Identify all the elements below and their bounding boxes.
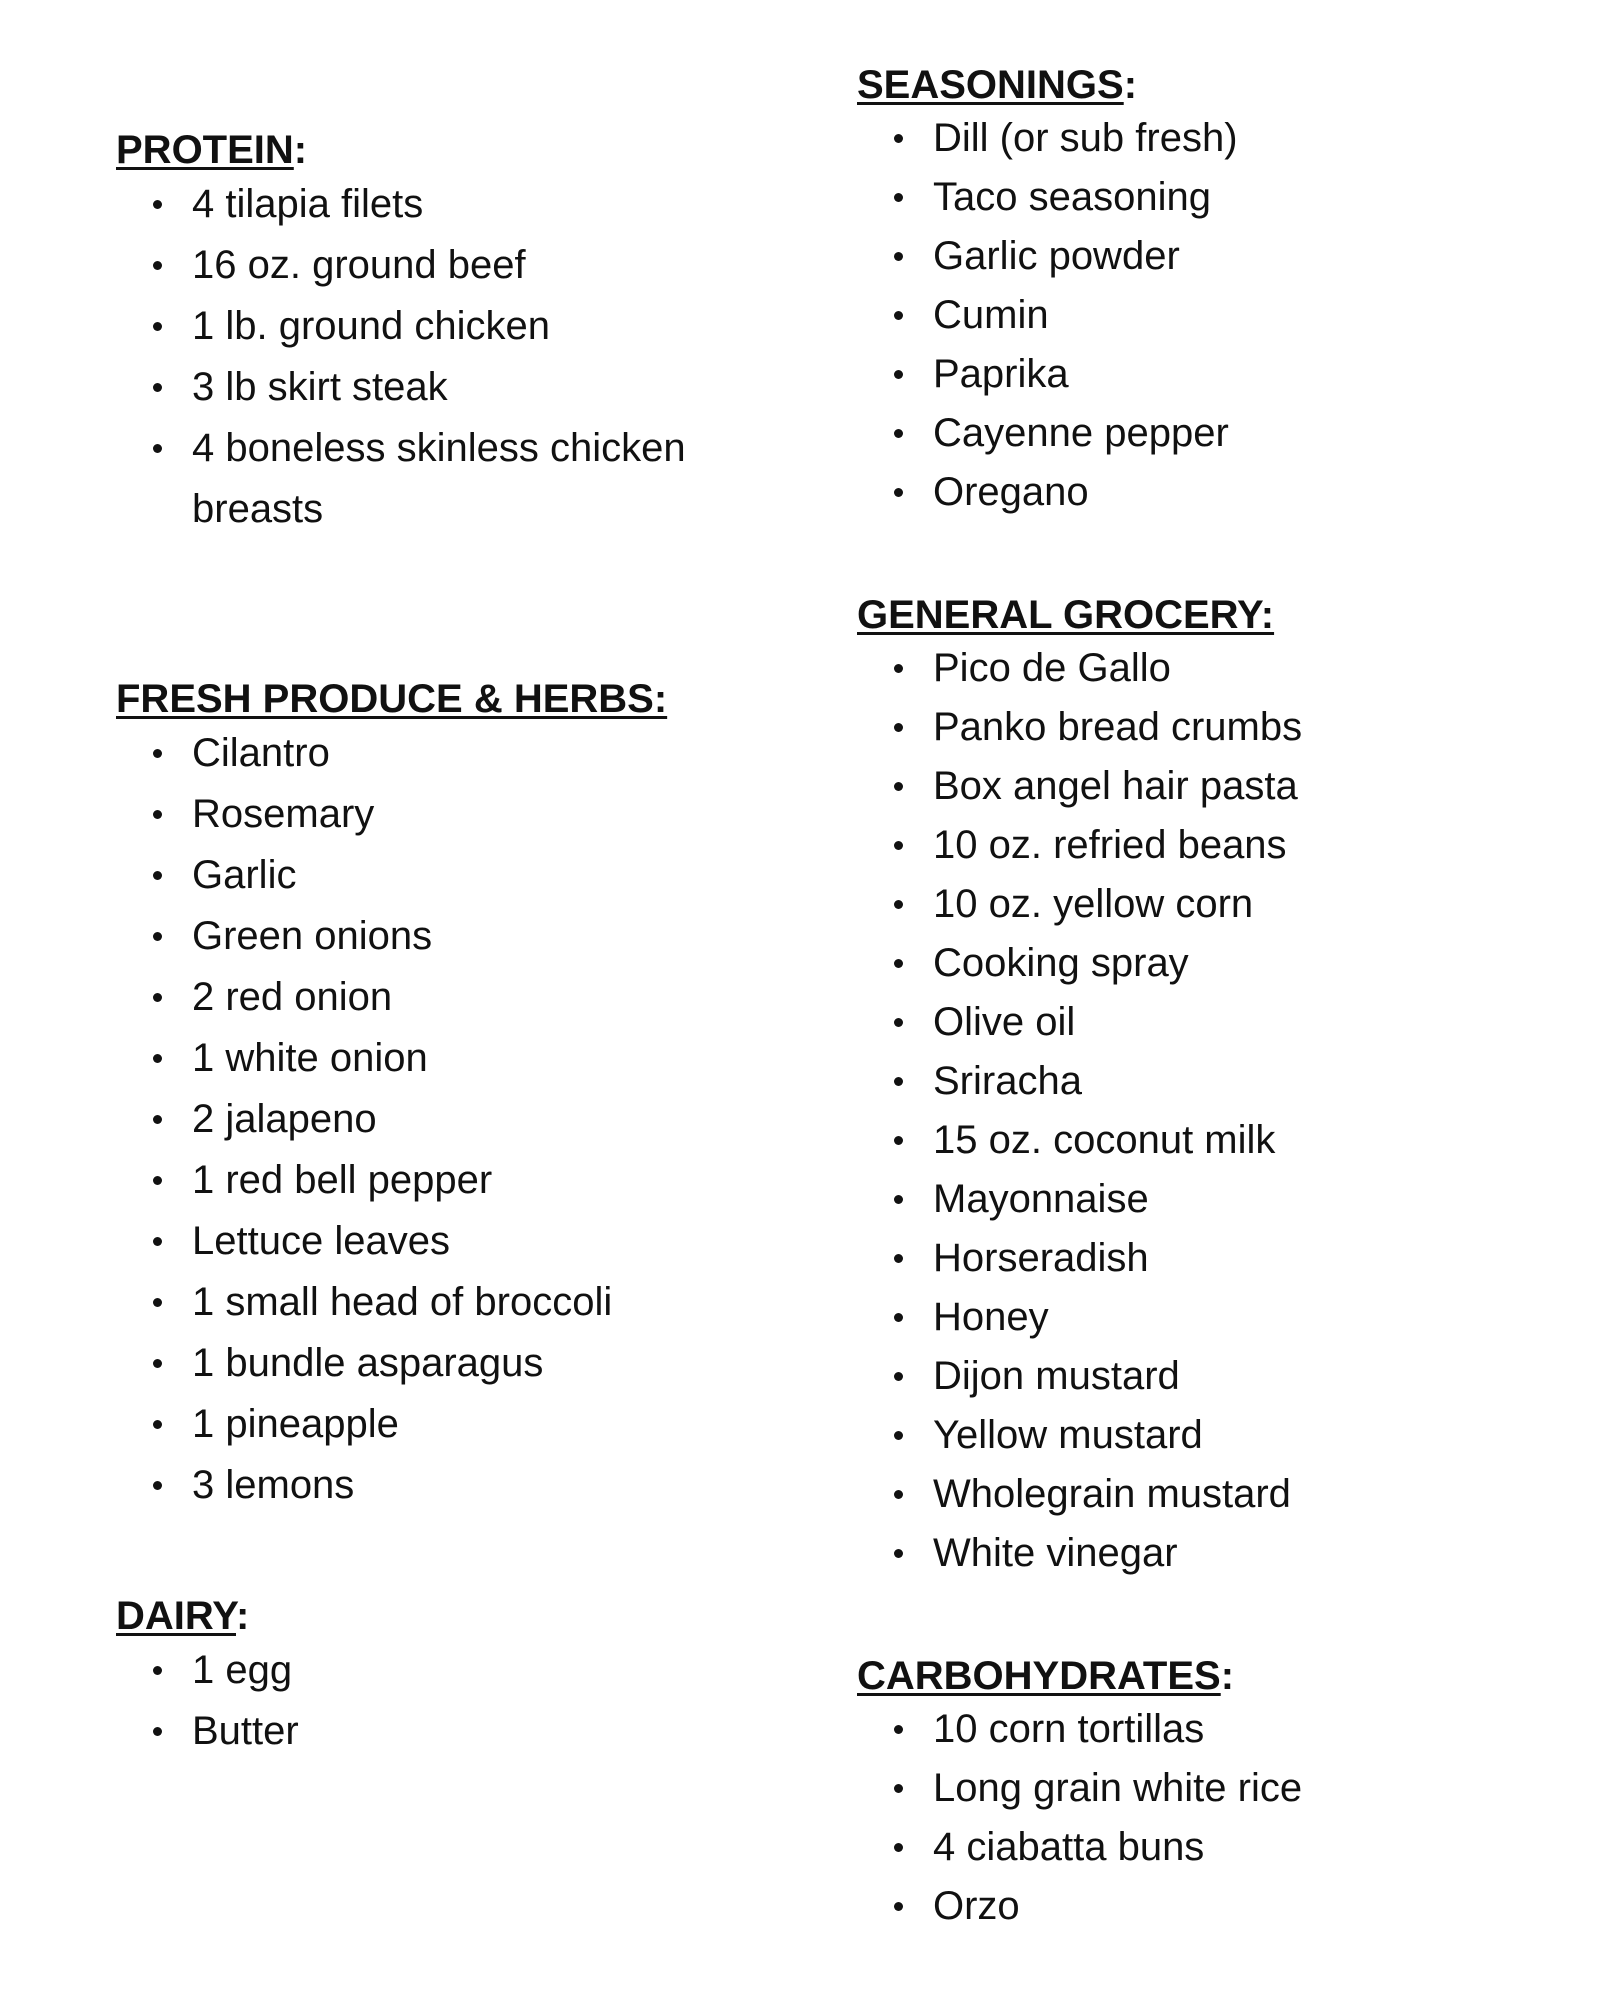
list-item: Sriracha (857, 1052, 1557, 1111)
list-item: Cumin (857, 286, 1557, 345)
list-item: 1 red bell pepper (116, 1150, 776, 1211)
list-item: 4 ciabatta buns (857, 1818, 1557, 1877)
list-item: 2 red onion (116, 967, 776, 1028)
seasonings-heading-text: SEASONINGS (857, 63, 1124, 107)
seasonings-section (857, 61, 1557, 522)
list-item: Horseradish (857, 1229, 1557, 1288)
list-item: Dill (or sub fresh) (857, 109, 1557, 168)
list-item: Dijon mustard (857, 1347, 1557, 1406)
list-item: Rosemary (116, 784, 776, 845)
protein-list (116, 174, 776, 540)
carbs-heading-colon: : (1220, 1654, 1235, 1698)
list-item: Butter (116, 1701, 776, 1762)
list-item: Cayenne pepper (857, 404, 1557, 463)
list-item: Green onions (116, 906, 776, 967)
list-item: 1 white onion (116, 1028, 776, 1089)
carbs-section (857, 1652, 1557, 1936)
list-item: White vinegar (857, 1524, 1557, 1583)
list-item: Cilantro (116, 723, 776, 784)
grocery-list (857, 639, 1557, 1583)
list-item: Box angel hair pasta (857, 757, 1557, 816)
list-item: 10 oz. refried beans (857, 816, 1557, 875)
list-item: Wholegrain mustard (857, 1465, 1557, 1524)
carbs-heading-text: CARBOHYDRATES (857, 1654, 1221, 1698)
grocery-heading-text: GENERAL GROCERY: (857, 593, 1275, 637)
produce-heading-text: FRESH PRODUCE & HERBS: (116, 677, 668, 721)
grocery-heading (857, 591, 1557, 639)
protein-heading-text: PROTEIN (116, 128, 294, 172)
protein-heading-colon: : (293, 128, 308, 172)
list-item: Yellow mustard (857, 1406, 1557, 1465)
protein-section (116, 126, 776, 540)
list-item: 15 oz. coconut milk (857, 1111, 1557, 1170)
list-item: Mayonnaise (857, 1170, 1557, 1229)
list-item: Paprika (857, 345, 1557, 404)
list-item: 1 bundle asparagus (116, 1333, 776, 1394)
list-item: 16 oz. ground beef (116, 235, 776, 296)
produce-list (116, 723, 776, 1516)
protein-heading (116, 126, 776, 174)
list-item: 1 pineapple (116, 1394, 776, 1455)
list-item: 4 boneless skinless chicken breasts (116, 418, 776, 540)
dairy-heading-text: DAIRY (116, 1594, 236, 1638)
list-item: Long grain white rice (857, 1759, 1557, 1818)
seasonings-heading (857, 61, 1557, 109)
list-item: 1 egg (116, 1640, 776, 1701)
dairy-heading (116, 1592, 776, 1640)
list-item: 10 corn tortillas (857, 1700, 1557, 1759)
list-item: 4 tilapia filets (116, 174, 776, 235)
list-item: Pico de Gallo (857, 639, 1557, 698)
produce-heading (116, 675, 776, 723)
dairy-heading-colon: : (236, 1594, 250, 1638)
list-item: 2 jalapeno (116, 1089, 776, 1150)
list-item: Garlic (116, 845, 776, 906)
list-item: Orzo (857, 1877, 1557, 1936)
list-item: 1 small head of broccoli (116, 1272, 776, 1333)
list-item: Panko bread crumbs (857, 698, 1557, 757)
list-item: Cooking spray (857, 934, 1557, 993)
list-item: 3 lemons (116, 1455, 776, 1516)
seasonings-heading-colon: : (1123, 63, 1138, 107)
seasonings-list (857, 109, 1557, 522)
dairy-section (116, 1592, 776, 1762)
list-item: Honey (857, 1288, 1557, 1347)
list-item: 10 oz. yellow corn (857, 875, 1557, 934)
carbs-heading (857, 1652, 1557, 1700)
list-item: Olive oil (857, 993, 1557, 1052)
list-item: Oregano (857, 463, 1557, 522)
produce-section (116, 675, 776, 1516)
list-item: 3 lb skirt steak (116, 357, 776, 418)
carbs-list (857, 1700, 1557, 1936)
list-item: Lettuce leaves (116, 1211, 776, 1272)
list-item: Taco seasoning (857, 168, 1557, 227)
grocery-section (857, 591, 1557, 1583)
dairy-list (116, 1640, 776, 1762)
list-item: Garlic powder (857, 227, 1557, 286)
list-item: 1 lb. ground chicken (116, 296, 776, 357)
